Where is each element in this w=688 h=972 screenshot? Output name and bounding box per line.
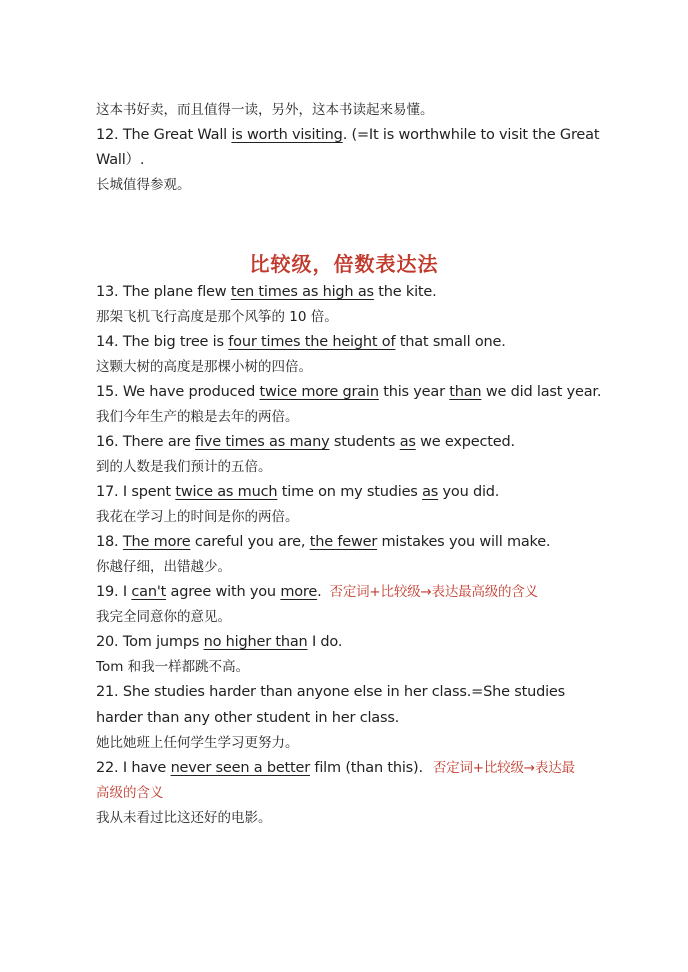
sentence-21-continued: harder than any other student in her class. [96, 710, 400, 726]
sentence-number: 21. [96, 684, 123, 700]
underlined-phrase: the fewer [309, 534, 378, 550]
text-segment: film (than this). [310, 760, 423, 776]
underlined-phrase: The more [122, 534, 191, 550]
underlined-phrase: more [280, 584, 318, 600]
text-segment: I do. [307, 634, 343, 650]
text-segment: There are [122, 434, 196, 450]
sentence-20 [96, 630, 604, 655]
sentence-12-continued: Wall）. [96, 152, 145, 168]
sentence-17 [96, 480, 604, 505]
sentence-number: 19. [96, 584, 123, 600]
underlined-phrase: no higher than [203, 634, 308, 650]
text-segment: time on my studies [277, 484, 423, 500]
text-segment: you did. [438, 484, 500, 500]
text-segment: The plane flew [122, 284, 231, 300]
sentence-22 [96, 756, 604, 781]
section-title: 比较级，倍数表达法 [249, 252, 439, 276]
grammar-note-continued: 高级的含义 [96, 785, 164, 801]
underlined-phrase: as [422, 484, 439, 500]
underlined-phrase: never seen a better [170, 760, 311, 776]
grammar-note: 否定词+比较级→表达最高级的含义 [329, 584, 538, 600]
text-segment: . [317, 584, 322, 600]
underlined-phrase: twice more grain [259, 384, 379, 400]
sentence-16 [96, 430, 604, 455]
sentence-number: 14. [96, 334, 123, 350]
text-segment: The Great Wall [122, 127, 232, 143]
text-segment: we did last year. [481, 384, 602, 400]
translation-20: Tom 和我一样都跳不高。 [96, 659, 250, 675]
underlined-phrase: ten times as high as [230, 284, 374, 300]
text-segment: She studies harder than anyone else in her class.=She studies [122, 684, 565, 700]
sentence-15 [96, 380, 604, 405]
sentence-14 [96, 330, 604, 355]
text-segment: agree with you [166, 584, 281, 600]
text-segment: careful you are, [190, 534, 310, 550]
text-segment: I spent [122, 484, 176, 500]
grammar-note: 否定词+比较级→表达最 [432, 760, 575, 776]
sentence-number: 20. [96, 634, 123, 650]
text-segment: we expected. [415, 434, 515, 450]
sentence-number: 16. [96, 434, 123, 450]
text-segment: students [329, 434, 400, 450]
text-segment: that small one. [395, 334, 506, 350]
underlined-phrase: five times as many [195, 434, 330, 450]
text-segment: I have [122, 760, 171, 776]
sentence-18 [96, 530, 604, 555]
text-segment: I [122, 584, 132, 600]
underlined-phrase: twice as much [175, 484, 278, 500]
underlined-phrase: four times the height of [228, 334, 396, 350]
translation-16: 到的人数是我们预计的五倍。 [96, 459, 272, 475]
sentence-21 [96, 680, 604, 705]
translation-21: 她比她班上任何学生学习更努力。 [96, 735, 299, 751]
underlined-phrase: than [449, 384, 482, 400]
text-segment: mistakes you will make． [377, 534, 561, 550]
translation-19: 我完全同意你的意见。 [96, 609, 231, 625]
underlined-phrase: can't [131, 584, 167, 600]
sentence-number: 17. [96, 484, 123, 500]
translation-18: 你越仔细，出错越少。 [96, 559, 231, 575]
sentence-number: 15. [96, 384, 123, 400]
intro-translation: 这本书好卖，而且值得一读，另外，这本书读起来易懂。 [96, 102, 434, 118]
translation-15: 我们今年生产的粮是去年的两倍。 [96, 409, 299, 425]
translation-22: 我从未看过比这还好的电影。 [96, 810, 272, 826]
sentence-number: 22. [96, 760, 123, 776]
translation-12: 长城值得参观。 [96, 177, 191, 193]
translation-14: 这颗大树的高度是那棵小树的四倍。 [96, 359, 312, 375]
translation-13: 那架飞机飞行高度是那个风筝的 10 倍。 [96, 309, 338, 325]
underlined-phrase: as [399, 434, 416, 450]
underlined-phrase: is worth visiting [231, 127, 343, 143]
translation-17: 我花在学习上的时间是你的两倍。 [96, 509, 299, 525]
text-segment: We have produced [122, 384, 260, 400]
text-segment: . (=It is worthwhile to visit the Great [342, 127, 600, 143]
sentence-number: 12. [96, 127, 123, 143]
sentence-number: 13. [96, 284, 123, 300]
sentence-13 [96, 280, 604, 305]
sentence-19 [96, 580, 604, 605]
sentence-number: 18. [96, 534, 123, 550]
text-segment: this year [378, 384, 450, 400]
sentence-12 [96, 123, 604, 148]
text-segment: the kite. [373, 284, 437, 300]
text-segment: The big tree is [122, 334, 229, 350]
text-segment: Tom jumps [122, 634, 204, 650]
